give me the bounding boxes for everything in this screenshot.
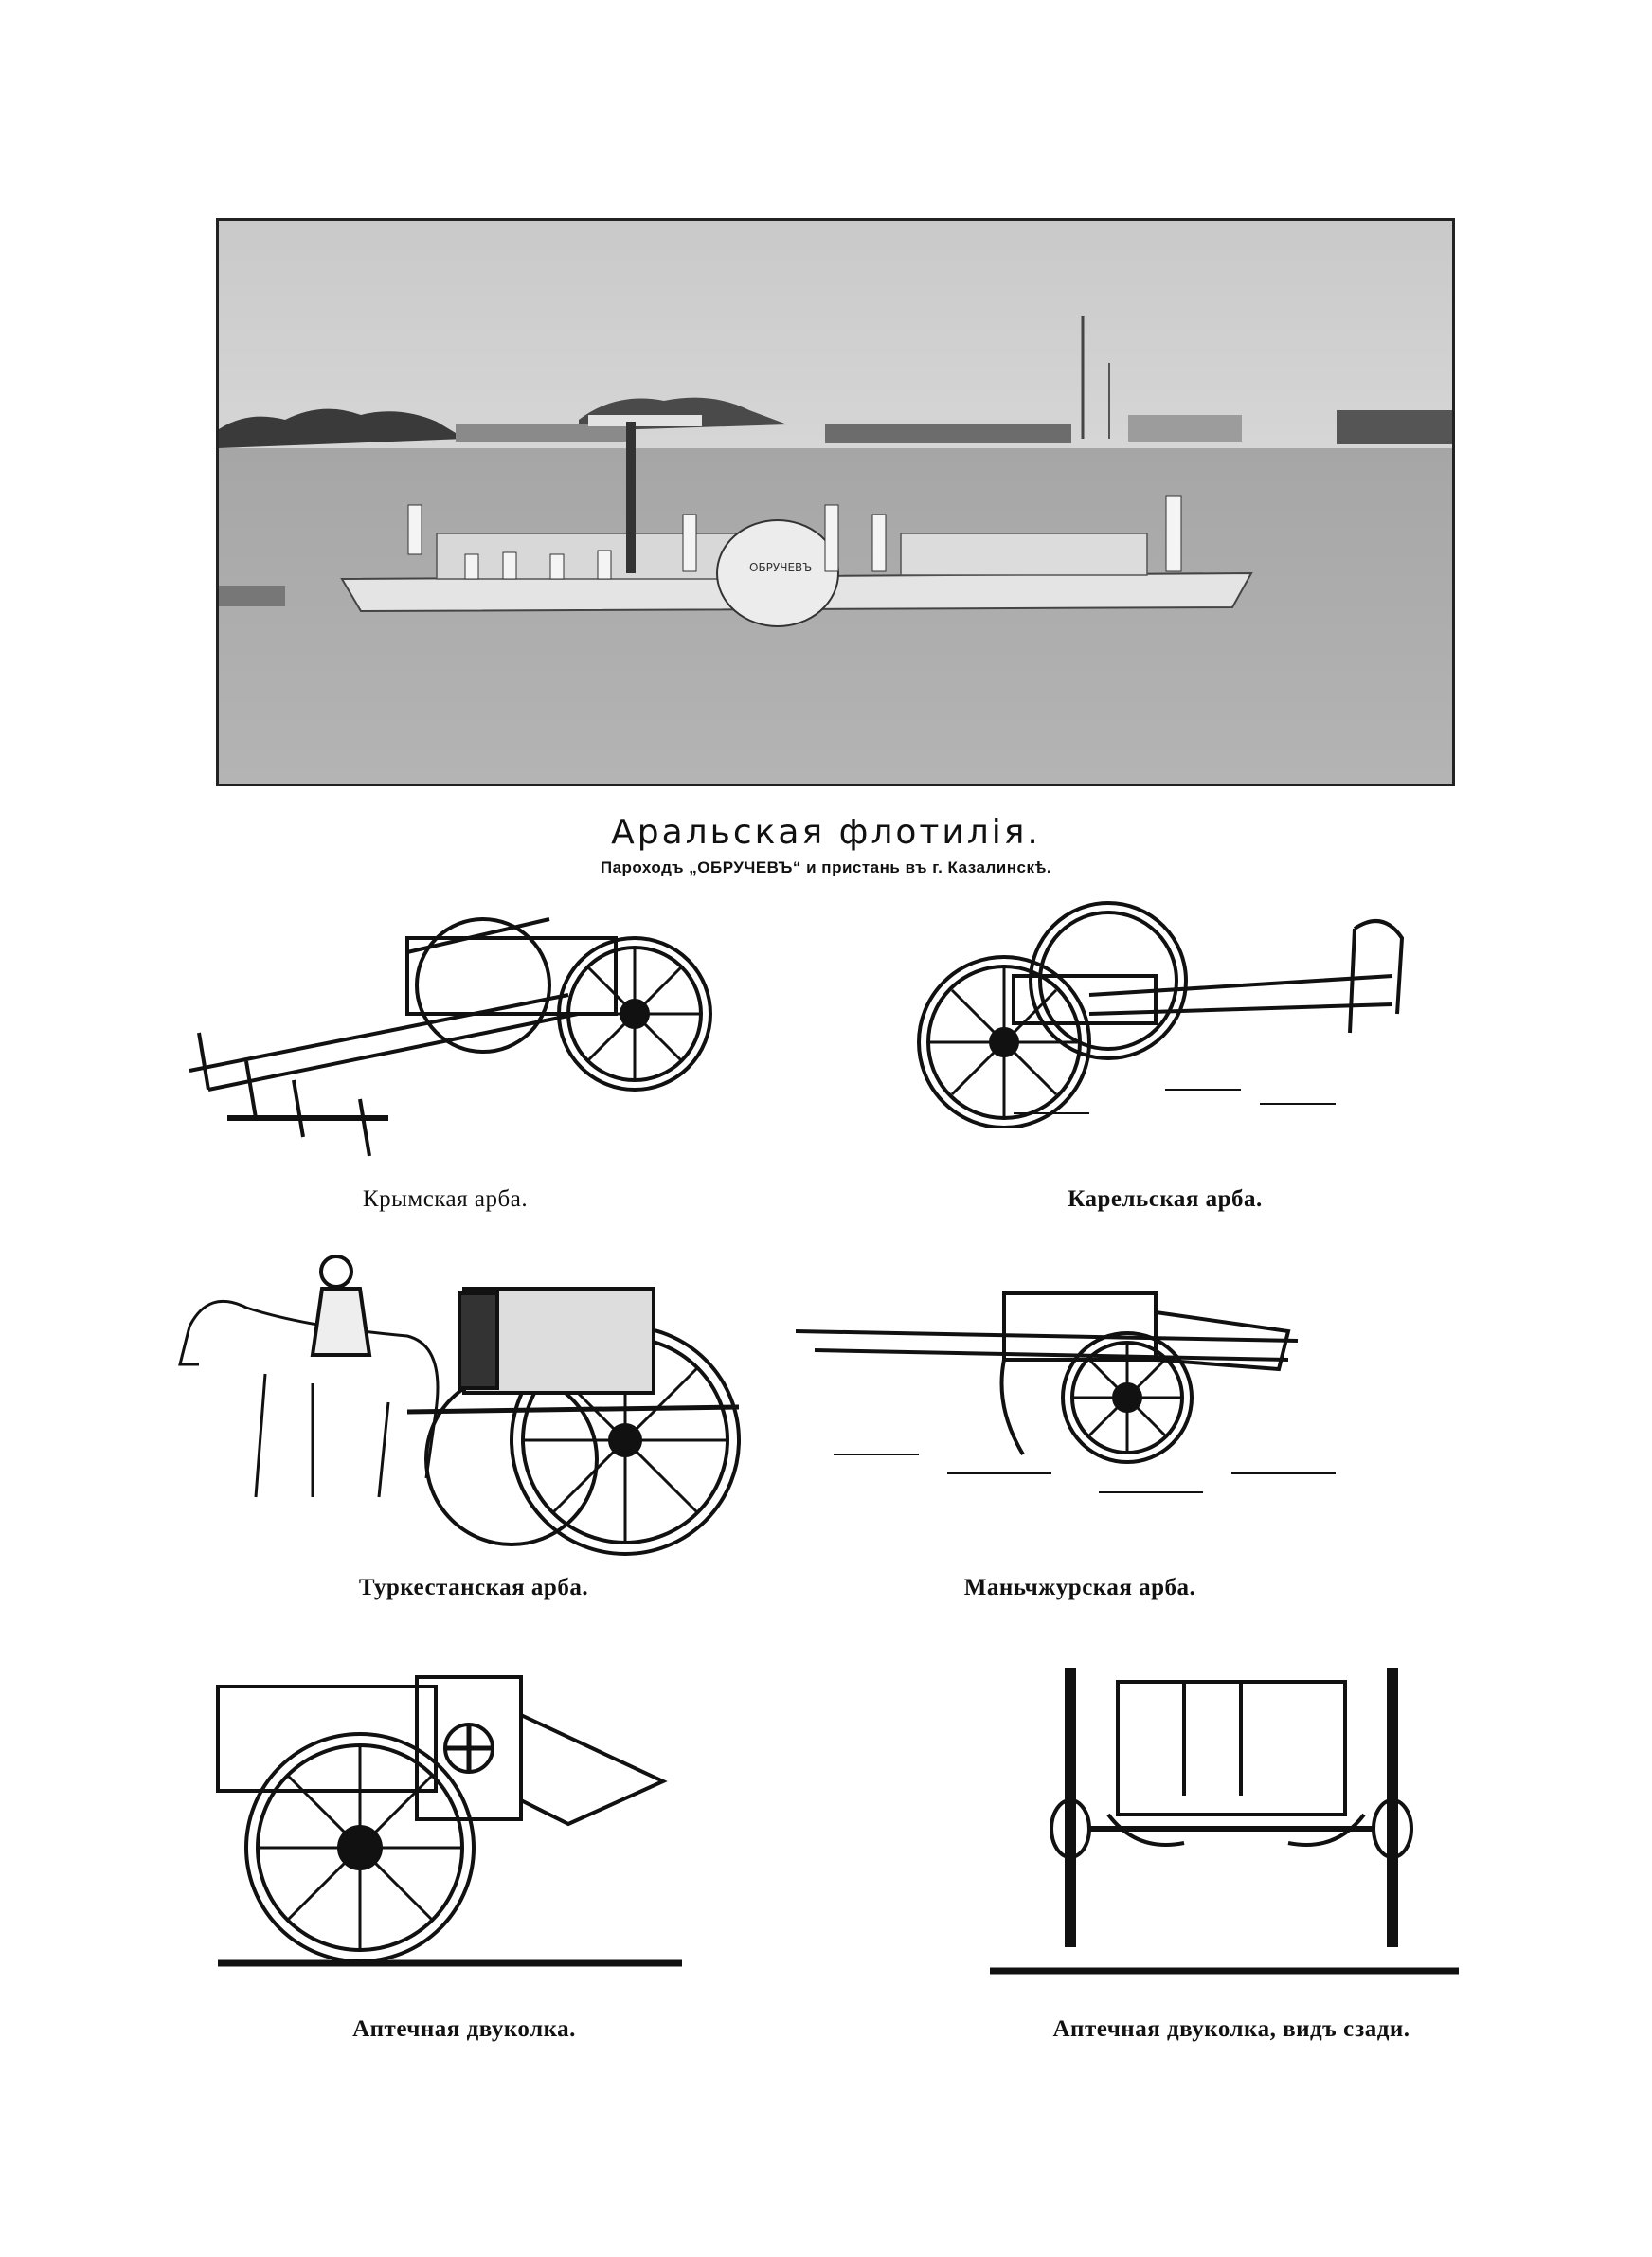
photo-subtitle: Пароходъ „ОБРУЧЕВЪ“ и пристань въ г. Казалинскѣ. <box>600 858 1052 876</box>
crimean-arba-caption: Крымская арба. <box>362 1186 529 1212</box>
medicine-cart-caption: Аптечная двуколка. <box>352 2016 576 2042</box>
crimean-arba-illustration <box>171 900 720 1175</box>
karelian-arba-caption: Карельская арба. <box>1068 1186 1263 1212</box>
photo-title: Аральская флотилія. <box>611 813 1041 852</box>
medicine-cart-rear-caption: Аптечная двуколка, видъ сзади. <box>1052 2016 1410 2042</box>
karelian-arba-illustration <box>900 900 1430 1128</box>
steamer-photo-drawing <box>219 221 1452 784</box>
medicine-cart-rear-illustration <box>976 1663 1468 1980</box>
boat-name-label: ОБРУЧЕВЪ <box>749 561 813 574</box>
turkestan-arba-illustration <box>171 1251 777 1563</box>
medicine-cart-illustration <box>189 1658 739 1971</box>
steamer-photo <box>216 218 1455 786</box>
manchurian-arba-caption: Маньчжурская арба. <box>963 1575 1196 1600</box>
manchurian-arba-illustration <box>786 1274 1374 1502</box>
turkestan-arba-caption: Туркестанская арба. <box>358 1575 589 1600</box>
